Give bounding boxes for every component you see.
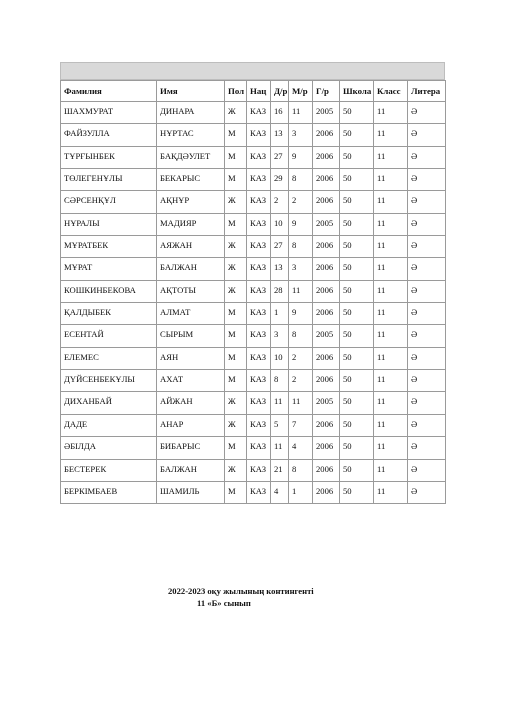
cell-birth-day: 3 (271, 325, 289, 347)
cell-school: 50 (340, 191, 374, 213)
header-name: Имя (157, 81, 225, 102)
cell-surname: КОШКИНБЕКОВА (61, 280, 157, 302)
table-row (61, 280, 446, 302)
cell-school: 50 (340, 303, 374, 325)
cell-grade: 11 (374, 124, 408, 146)
cell-nationality: КАЗ (247, 213, 271, 235)
cell-birth-year: 2006 (313, 280, 340, 302)
cell-nationality: КАЗ (247, 303, 271, 325)
table-row (61, 124, 446, 146)
cell-nationality: КАЗ (247, 258, 271, 280)
cell-birth-day: 11 (271, 392, 289, 414)
cell-birth-year: 2005 (313, 392, 340, 414)
cell-grade: 11 (374, 392, 408, 414)
cell-grade: 11 (374, 325, 408, 347)
table-row (61, 191, 446, 213)
cell-school: 50 (340, 280, 374, 302)
table-row (61, 146, 446, 168)
header-birth-day: Д/р (271, 81, 289, 102)
header-birth-year: Г/р (313, 81, 340, 102)
cell-birth-month: 8 (289, 236, 313, 258)
table-row (61, 370, 446, 392)
cell-grade: 11 (374, 481, 408, 503)
table-row (61, 481, 446, 503)
cell-birth-year: 2006 (313, 437, 340, 459)
cell-sex: М (225, 437, 247, 459)
cell-name: АХАТ (157, 370, 225, 392)
cell-name: СЫРЫМ (157, 325, 225, 347)
table-row (61, 102, 446, 124)
cell-name: БАЛЖАН (157, 459, 225, 481)
cell-birth-day: 28 (271, 280, 289, 302)
cell-birth-day: 27 (271, 146, 289, 168)
cell-birth-year: 2006 (313, 414, 340, 436)
cell-name: ДИНАРА (157, 102, 225, 124)
cell-birth-month: 9 (289, 213, 313, 235)
cell-school: 50 (340, 124, 374, 146)
cell-name: БИБАРЫС (157, 437, 225, 459)
cell-nationality: КАЗ (247, 102, 271, 124)
cell-school: 50 (340, 459, 374, 481)
cell-birth-day: 8 (271, 370, 289, 392)
cell-name: АЯН (157, 347, 225, 369)
cell-surname: ФАЙЗУЛЛА (61, 124, 157, 146)
cell-birth-day: 11 (271, 437, 289, 459)
cell-sex: М (225, 325, 247, 347)
cell-surname: ӘБІЛДА (61, 437, 157, 459)
cell-name: БЕКАРЫС (157, 169, 225, 191)
cell-school: 50 (340, 414, 374, 436)
cell-letter: Ә (408, 347, 446, 369)
cell-birth-year: 2006 (313, 191, 340, 213)
cell-surname: БЕРКІМБАЕВ (61, 481, 157, 503)
cell-sex: М (225, 347, 247, 369)
cell-surname: ДҮЙСЕНБЕКҰЛЫ (61, 370, 157, 392)
cell-sex: Ж (225, 459, 247, 481)
cell-grade: 11 (374, 146, 408, 168)
table-body (61, 102, 446, 504)
cell-birth-year: 2006 (313, 347, 340, 369)
cell-school: 50 (340, 258, 374, 280)
cell-name: АЯЖАН (157, 236, 225, 258)
cell-letter: Ә (408, 303, 446, 325)
cell-letter: Ә (408, 459, 446, 481)
table-header-band (60, 62, 445, 80)
cell-name: АЛМАТ (157, 303, 225, 325)
table-row (61, 437, 446, 459)
cell-letter: Ә (408, 325, 446, 347)
cell-sex: Ж (225, 258, 247, 280)
cell-sex: М (225, 124, 247, 146)
cell-name: БАҚДӘУЛЕТ (157, 146, 225, 168)
cell-letter: Ә (408, 169, 446, 191)
cell-sex: М (225, 303, 247, 325)
cell-school: 50 (340, 146, 374, 168)
cell-sex: Ж (225, 392, 247, 414)
header-grade: Класс (374, 81, 408, 102)
cell-birth-month: 11 (289, 280, 313, 302)
cell-grade: 11 (374, 213, 408, 235)
header-school: Школа (340, 81, 374, 102)
cell-birth-day: 27 (271, 236, 289, 258)
table-row (61, 213, 446, 235)
cell-birth-month: 1 (289, 481, 313, 503)
table-row (61, 325, 446, 347)
cell-nationality: КАЗ (247, 481, 271, 503)
cell-nationality: КАЗ (247, 169, 271, 191)
cell-school: 50 (340, 169, 374, 191)
cell-letter: Ә (408, 481, 446, 503)
table-row (61, 392, 446, 414)
cell-nationality: КАЗ (247, 146, 271, 168)
cell-birth-day: 21 (271, 459, 289, 481)
cell-birth-month: 11 (289, 102, 313, 124)
cell-surname: МҰРАТ (61, 258, 157, 280)
cell-nationality: КАЗ (247, 325, 271, 347)
cell-name: АНАР (157, 414, 225, 436)
cell-birth-day: 10 (271, 213, 289, 235)
cell-sex: Ж (225, 191, 247, 213)
cell-sex: М (225, 146, 247, 168)
cell-grade: 11 (374, 169, 408, 191)
table-row (61, 347, 446, 369)
cell-nationality: КАЗ (247, 370, 271, 392)
cell-nationality: КАЗ (247, 280, 271, 302)
cell-birth-year: 2006 (313, 169, 340, 191)
cell-letter: Ә (408, 437, 446, 459)
cell-birth-day: 16 (271, 102, 289, 124)
cell-birth-year: 2006 (313, 146, 340, 168)
cell-grade: 11 (374, 459, 408, 481)
cell-birth-year: 2005 (313, 213, 340, 235)
cell-name: БАЛЖАН (157, 258, 225, 280)
cell-grade: 11 (374, 236, 408, 258)
cell-grade: 11 (374, 191, 408, 213)
header-nationality: Нац (247, 81, 271, 102)
header-sex: Пол (225, 81, 247, 102)
cell-grade: 11 (374, 303, 408, 325)
cell-birth-year: 2006 (313, 370, 340, 392)
cell-birth-year: 2006 (313, 258, 340, 280)
table-row (61, 414, 446, 436)
cell-name: МАДИЯР (157, 213, 225, 235)
cell-birth-year: 2005 (313, 102, 340, 124)
cell-letter: Ә (408, 258, 446, 280)
cell-school: 50 (340, 213, 374, 235)
cell-sex: М (225, 370, 247, 392)
cell-surname: ЕЛЕМЕС (61, 347, 157, 369)
cell-letter: Ә (408, 146, 446, 168)
cell-surname: БЕСТЕРЕК (61, 459, 157, 481)
caption-title: 2022-2023 оқу жылының контингенті (168, 586, 314, 596)
table-row (61, 303, 446, 325)
cell-nationality: КАЗ (247, 392, 271, 414)
cell-nationality: КАЗ (247, 459, 271, 481)
cell-name: НҰРТАС (157, 124, 225, 146)
cell-birth-month: 7 (289, 414, 313, 436)
cell-birth-month: 11 (289, 392, 313, 414)
cell-nationality: КАЗ (247, 124, 271, 146)
cell-birth-year: 2006 (313, 303, 340, 325)
table-row (61, 258, 446, 280)
cell-birth-day: 5 (271, 414, 289, 436)
cell-letter: Ә (408, 370, 446, 392)
cell-birth-month: 4 (289, 437, 313, 459)
cell-sex: М (225, 481, 247, 503)
cell-birth-month: 3 (289, 124, 313, 146)
cell-birth-day: 10 (271, 347, 289, 369)
cell-sex: Ж (225, 102, 247, 124)
cell-birth-month: 9 (289, 303, 313, 325)
cell-name: АЙЖАН (157, 392, 225, 414)
cell-birth-day: 29 (271, 169, 289, 191)
header-surname: Фамилия (61, 81, 157, 102)
cell-birth-year: 2006 (313, 481, 340, 503)
cell-surname: ТҰРҒЫНБЕК (61, 146, 157, 168)
cell-grade: 11 (374, 280, 408, 302)
cell-birth-month: 8 (289, 169, 313, 191)
cell-birth-year: 2006 (313, 459, 340, 481)
cell-letter: Ә (408, 280, 446, 302)
cell-nationality: КАЗ (247, 236, 271, 258)
cell-school: 50 (340, 481, 374, 503)
cell-birth-year: 2005 (313, 325, 340, 347)
cell-sex: М (225, 169, 247, 191)
cell-letter: Ә (408, 124, 446, 146)
cell-sex: Ж (225, 414, 247, 436)
table-row (61, 459, 446, 481)
cell-birth-month: 8 (289, 459, 313, 481)
cell-grade: 11 (374, 370, 408, 392)
student-roster-table (60, 80, 446, 504)
cell-surname: МҰРАТБЕК (61, 236, 157, 258)
cell-grade: 11 (374, 414, 408, 436)
cell-birth-year: 2006 (313, 236, 340, 258)
cell-sex: Ж (225, 280, 247, 302)
cell-surname: СӘРСЕНҚҰЛ (61, 191, 157, 213)
cell-birth-day: 2 (271, 191, 289, 213)
cell-birth-month: 2 (289, 370, 313, 392)
cell-school: 50 (340, 236, 374, 258)
cell-surname: ДАДЕ (61, 414, 157, 436)
cell-name: АҚНҰР (157, 191, 225, 213)
cell-grade: 11 (374, 258, 408, 280)
cell-nationality: КАЗ (247, 191, 271, 213)
cell-surname: ДИХАНБАЙ (61, 392, 157, 414)
cell-birth-month: 3 (289, 258, 313, 280)
cell-school: 50 (340, 392, 374, 414)
cell-surname: НҰРАЛЫ (61, 213, 157, 235)
cell-grade: 11 (374, 437, 408, 459)
cell-letter: Ә (408, 236, 446, 258)
cell-school: 50 (340, 437, 374, 459)
cell-surname: ЕСЕНТАЙ (61, 325, 157, 347)
cell-name: ШАМИЛЬ (157, 481, 225, 503)
cell-grade: 11 (374, 102, 408, 124)
cell-birth-month: 2 (289, 191, 313, 213)
cell-surname: ТӨЛЕГЕНҰЛЫ (61, 169, 157, 191)
cell-birth-day: 13 (271, 258, 289, 280)
cell-letter: Ә (408, 191, 446, 213)
cell-letter: Ә (408, 102, 446, 124)
cell-surname: ШАХМУРАТ (61, 102, 157, 124)
cell-nationality: КАЗ (247, 437, 271, 459)
cell-letter: Ә (408, 392, 446, 414)
cell-birth-month: 9 (289, 146, 313, 168)
header-birth-month: М/р (289, 81, 313, 102)
table-header-row (61, 81, 446, 102)
cell-birth-year: 2006 (313, 124, 340, 146)
cell-birth-month: 2 (289, 347, 313, 369)
table-row (61, 169, 446, 191)
cell-nationality: КАЗ (247, 347, 271, 369)
cell-school: 50 (340, 347, 374, 369)
cell-surname: ҚАЛДЫБЕК (61, 303, 157, 325)
cell-sex: М (225, 213, 247, 235)
cell-sex: Ж (225, 236, 247, 258)
cell-nationality: КАЗ (247, 414, 271, 436)
cell-letter: Ә (408, 213, 446, 235)
cell-grade: 11 (374, 347, 408, 369)
table-row (61, 236, 446, 258)
cell-birth-day: 13 (271, 124, 289, 146)
cell-school: 50 (340, 102, 374, 124)
cell-school: 50 (340, 370, 374, 392)
header-letter: Литера (408, 81, 446, 102)
cell-birth-day: 4 (271, 481, 289, 503)
cell-letter: Ә (408, 414, 446, 436)
caption-class: 11 «Б» сынып (197, 598, 251, 608)
cell-birth-day: 1 (271, 303, 289, 325)
cell-birth-month: 8 (289, 325, 313, 347)
cell-school: 50 (340, 325, 374, 347)
cell-name: АҚТОТЫ (157, 280, 225, 302)
